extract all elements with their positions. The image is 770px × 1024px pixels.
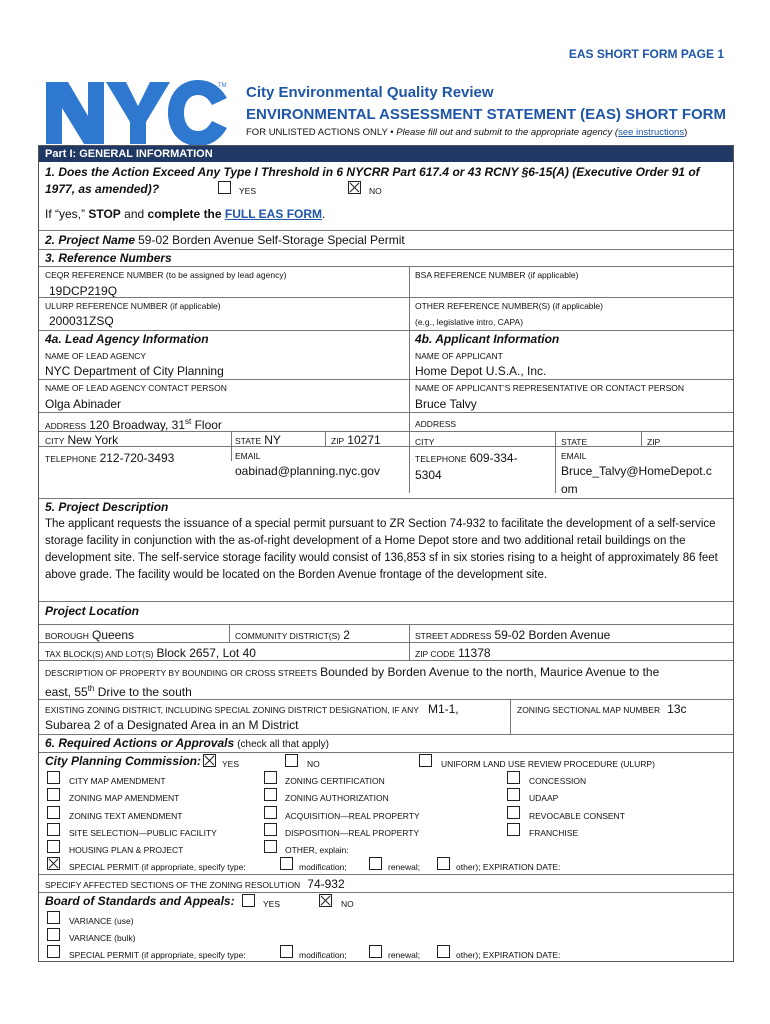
app-rep-label: NAME OF APPLICANT’S REPRESENTATIVE OR CONTACT PERSON: [415, 383, 685, 393]
app-address-label: ADDRESS: [415, 419, 457, 429]
renewal-label: renewal;: [388, 862, 421, 872]
modification-checkbox[interactable]: [280, 857, 293, 870]
tax-block-field[interactable]: Block 2657, Lot 40: [156, 646, 256, 660]
app-email-field-cont[interactable]: om: [561, 482, 578, 496]
subtitle-prefix: FOR UNLISTED ACTIONS ONLY: [246, 127, 388, 138]
other-ref-label: OTHER REFERENCE NUMBER(S) (if applicable): [415, 301, 603, 311]
project-location-label: Project Location: [45, 604, 140, 618]
ulurp-label: ULURP REFERENCE NUMBER (if applicable): [45, 301, 221, 311]
app-email-field[interactable]: Bruce_Talvy@HomeDepot.c: [561, 464, 712, 478]
zoning-authorization-checkbox[interactable]: [264, 788, 277, 801]
zoning-map-amendment-label: ZONING MAP AMENDMENT: [69, 793, 180, 803]
modification-label: modification;: [299, 862, 347, 872]
acquisition-checkbox[interactable]: [264, 806, 277, 819]
concession-checkbox[interactable]: [507, 771, 520, 784]
cpc-no-checkbox[interactable]: [285, 754, 298, 767]
app-phone-row: TELEPHONE 609-334-: [415, 451, 518, 465]
bsa-renewal-label: renewal;: [388, 950, 421, 960]
variance-bulk-label: VARIANCE (bulk): [69, 933, 136, 943]
lead-phone-field[interactable]: 212-720-3493: [99, 451, 175, 465]
q1-yes-checkbox[interactable]: [218, 181, 231, 194]
zoning-row: EXISTING ZONING DISTRICT, INCLUDING SPECIAL ZONING DISTRICT DESIGNATION, IF ANY M1-1,: [45, 702, 459, 716]
q1-line2: 1977, as amended)?: [45, 182, 160, 196]
bsa-no-checkbox[interactable]: [319, 894, 332, 907]
applicant-rep-field[interactable]: Bruce Talvy: [415, 397, 477, 411]
cpc-no-label: NO: [307, 759, 320, 769]
zoning-certification-label: ZONING CERTIFICATION: [285, 776, 385, 786]
q6-row: [45, 736, 329, 752]
zoning-text-amendment-label: ZONING TEXT AMENDMENT: [69, 811, 183, 821]
app-email-label: EMAIL: [561, 451, 587, 461]
revocable-consent-label: REVOCABLE CONSENT: [529, 811, 625, 821]
section-title: Part I: GENERAL INFORMATION: [39, 146, 733, 162]
q6-label: 6. Required Actions or Approvals: [45, 736, 235, 750]
svg-text:TM: TM: [218, 83, 227, 89]
zoning-map-amendment-checkbox[interactable]: [47, 788, 60, 801]
bsa-other-expiration-label: other); EXPIRATION DATE:: [456, 950, 561, 960]
ceqr-label: CEQR REFERENCE NUMBER (to be assigned by lead agency): [45, 270, 287, 280]
city-map-amendment-label: CITY MAP AMENDMENT: [69, 776, 166, 786]
community-district-field[interactable]: 2: [343, 628, 350, 642]
zoning-field-cont[interactable]: Subarea 2 of a Designated Area in an M District: [45, 718, 299, 732]
lead-city-row: CITY New York: [45, 433, 119, 447]
nyc-logo: [44, 78, 229, 148]
bsa-no-label: NO: [341, 899, 354, 909]
q4b-label: 4b. Applicant Information: [415, 332, 560, 346]
desc-row: DESCRIPTION OF PROPERTY BY BOUNDING OR CROSS STREETS Bounded by Borden Avenue to the north, Maurice Avenue to the: [45, 665, 660, 679]
app-city-label: CITY: [415, 437, 435, 447]
bsa-renewal-checkbox[interactable]: [369, 945, 382, 958]
disposition-checkbox[interactable]: [264, 823, 277, 836]
lead-zip-field[interactable]: 10271: [347, 433, 381, 447]
ulurp-field[interactable]: 200031ZSQ: [49, 314, 114, 328]
app-phone-field-cont[interactable]: 5304: [415, 468, 442, 482]
bsa-yes-checkbox[interactable]: [242, 894, 255, 907]
bsa-special-permit-checkbox[interactable]: [47, 945, 60, 958]
app-phone-field[interactable]: 609-334-: [469, 451, 518, 465]
app-zip-label: ZIP: [647, 437, 661, 447]
housing-plan-checkbox[interactable]: [47, 840, 60, 853]
zoning-sections-field[interactable]: 74-932: [307, 877, 345, 891]
udaap-checkbox[interactable]: [507, 788, 520, 801]
map-row: ZONING SECTIONAL MAP NUMBER 13c: [517, 702, 687, 716]
tax-row: TAX BLOCK(S) AND LOT(S) Block 2657, Lot 40: [45, 646, 256, 660]
project-name-field[interactable]: 59-02 Borden Avenue Self-Storage Special Permit: [138, 233, 405, 247]
other-ref-hint: (e.g., legislative intro, CAPA): [415, 317, 524, 327]
lead-agency-field[interactable]: NYC Department of City Planning: [45, 364, 224, 378]
subtitle: FOR UNLISTED ACTIONS ONLY • Please fill out and submit to the appropriate agency (see instructions): [246, 127, 688, 138]
lead-state-row: STATE NY: [235, 433, 281, 447]
lead-name-label: NAME OF LEAD AGENCY: [45, 351, 147, 361]
site-selection-checkbox[interactable]: [47, 823, 60, 836]
bsa-modification-label: modification;: [299, 950, 347, 960]
special-permit-checkbox[interactable]: [47, 857, 60, 870]
q1-yes-label: YES: [239, 186, 257, 196]
zipcode-row: ZIP CODE 11378: [415, 646, 491, 660]
lead-phone-row: TELEPHONE 212-720-3493: [45, 451, 175, 465]
zipcode-field[interactable]: 11378: [458, 646, 491, 660]
community-district-row: COMMUNITY DISTRICT(S) 2: [235, 628, 350, 642]
see-instructions-link[interactable]: see instructions: [618, 127, 685, 138]
acquisition-label: ACQUISITION—REAL PROPERTY: [285, 811, 420, 821]
project-description-field[interactable]: The applicant requests the issuance of a special permit pursuant to ZR Section 74-932 to facilitate the development of a self-service storage facility in conjunction with the as-of-right development of a Home Depot store and two additional retail buildings on the development site. The self-service storage facility would consist of 136,853 sf in six stories rising to a height of approximately 86 feet above grade. The facility would be located on the Borden Avenue frontage of the development site.: [45, 518, 718, 581]
page-label: EAS SHORT FORM PAGE 1: [568, 47, 724, 61]
bsa-special-permit-label: SPECIAL PERMIT (if appropriate, specify type:: [69, 950, 246, 960]
concession-label: CONCESSION: [529, 776, 587, 786]
zoning-text-amendment-checkbox[interactable]: [47, 806, 60, 819]
bsa-yes-label: YES: [263, 899, 281, 909]
lead-state-field[interactable]: NY: [264, 433, 281, 447]
property-description-field-cont[interactable]: east, 55th Drive to the south: [45, 684, 192, 699]
zoning-field[interactable]: M1-1,: [427, 702, 459, 716]
bsa-other-checkbox[interactable]: [437, 945, 450, 958]
app-state-label: STATE: [561, 437, 588, 447]
applicant-name-field[interactable]: Home Depot U.S.A., Inc.: [415, 364, 547, 378]
lead-city-field[interactable]: New York: [67, 433, 119, 447]
title-line1: City Environmental Quality Review: [246, 84, 494, 101]
lead-address-row: ADDRESS 120 Broadway, 31st Floor: [45, 417, 222, 432]
zoning-authorization-label: ZONING AUTHORIZATION: [285, 793, 389, 803]
borough-field[interactable]: Queens: [91, 628, 135, 642]
q1-no-checkbox[interactable]: [348, 181, 361, 194]
lead-contact-field[interactable]: Olga Abinader: [45, 397, 122, 411]
q4a-label: 4a. Lead Agency Information: [45, 332, 209, 346]
ceqr-field[interactable]: 19DCP219Q: [49, 284, 118, 298]
q2-row: [45, 233, 405, 248]
if-yes-note: If “yes,” STOP and complete the FULL EAS FORM.: [45, 207, 326, 221]
franchise-checkbox[interactable]: [507, 823, 520, 836]
cpc-yes-label: YES: [222, 759, 240, 769]
other-explain-checkbox[interactable]: [264, 840, 277, 853]
variance-use-checkbox[interactable]: [47, 911, 60, 924]
variance-use-label: VARIANCE (use): [69, 916, 134, 926]
q5-label: 5. Project Description: [45, 500, 169, 514]
lead-email-field[interactable]: oabinad@planning.nyc.gov: [235, 464, 380, 478]
variance-bulk-checkbox[interactable]: [47, 928, 60, 941]
site-selection-label: SITE SELECTION—PUBLIC FACILITY: [69, 828, 217, 838]
subtitle-bullet: •: [390, 127, 394, 138]
full-eas-form-link[interactable]: FULL EAS FORM: [224, 207, 323, 221]
cpc-yes-checkbox[interactable]: [203, 754, 216, 767]
q6-hint: (check all that apply): [237, 739, 329, 750]
app-name-label: NAME OF APPLICANT: [415, 351, 503, 361]
lead-address-field[interactable]: 120 Broadway, 31st Floor: [89, 417, 222, 432]
city-map-amendment-checkbox[interactable]: [47, 771, 60, 784]
street-address-field[interactable]: 59-02 Borden Avenue: [494, 628, 611, 642]
ulurp-proc-label: UNIFORM LAND USE REVIEW PROCEDURE (ULURP): [441, 759, 655, 769]
q3-label: 3. Reference Numbers: [45, 251, 172, 265]
other-type-checkbox[interactable]: [437, 857, 450, 870]
specify-row: SPECIFY AFFECTED SECTIONS OF THE ZONING RESOLUTION 74-932: [45, 877, 345, 891]
property-description-field[interactable]: Bounded by Borden Avenue to the north, Maurice Avenue to the: [320, 665, 660, 679]
lead-contact-label: NAME OF LEAD AGENCY CONTACT PERSON: [45, 383, 227, 393]
lead-email-label: EMAIL: [235, 451, 261, 461]
q2-label: 2. Project Name: [45, 233, 136, 247]
revocable-consent-checkbox[interactable]: [507, 806, 520, 819]
other-explain-label: OTHER, explain:: [285, 845, 349, 855]
bsa-ref-label: BSA REFERENCE NUMBER (if applicable): [415, 270, 579, 280]
lead-zip-row: ZIP 10271: [331, 433, 381, 447]
cpc-label: City Planning Commission:: [45, 754, 202, 768]
borough-row: BOROUGH Queens: [45, 628, 135, 642]
form-part1: [38, 145, 734, 962]
disposition-label: DISPOSITION—REAL PROPERTY: [285, 828, 420, 838]
other-expiration-label: other); EXPIRATION DATE:: [456, 862, 561, 872]
zoning-certification-checkbox[interactable]: [264, 771, 277, 784]
housing-plan-label: HOUSING PLAN & PROJECT: [69, 845, 184, 855]
q1-no-label: NO: [369, 186, 382, 196]
q1-line1: 1. Does the Action Exceed Any Type I Threshold in 6 NYCRR Part 617.4 or 43 RCNY §6-15(A) (Executive Order 91 of: [45, 165, 700, 179]
zoning-map-field[interactable]: 13c: [667, 702, 687, 716]
subtitle-instruction: Please fill out and submit to the appropriate agency (: [396, 127, 619, 138]
bsa-modification-checkbox[interactable]: [280, 945, 293, 958]
title-line2: ENVIRONMENTAL ASSESSMENT STATEMENT (EAS) SHORT FORM: [246, 106, 727, 123]
ulurp-checkbox[interactable]: [419, 754, 432, 767]
special-permit-label: SPECIAL PERMIT (if appropriate, specify type:: [69, 862, 246, 872]
bsa-title: Board of Standards and Appeals:: [45, 894, 235, 908]
renewal-checkbox[interactable]: [369, 857, 382, 870]
street-row: STREET ADDRESS 59-02 Borden Avenue: [415, 628, 611, 642]
udaap-label: UDAAP: [529, 793, 559, 803]
franchise-label: FRANCHISE: [529, 828, 579, 838]
